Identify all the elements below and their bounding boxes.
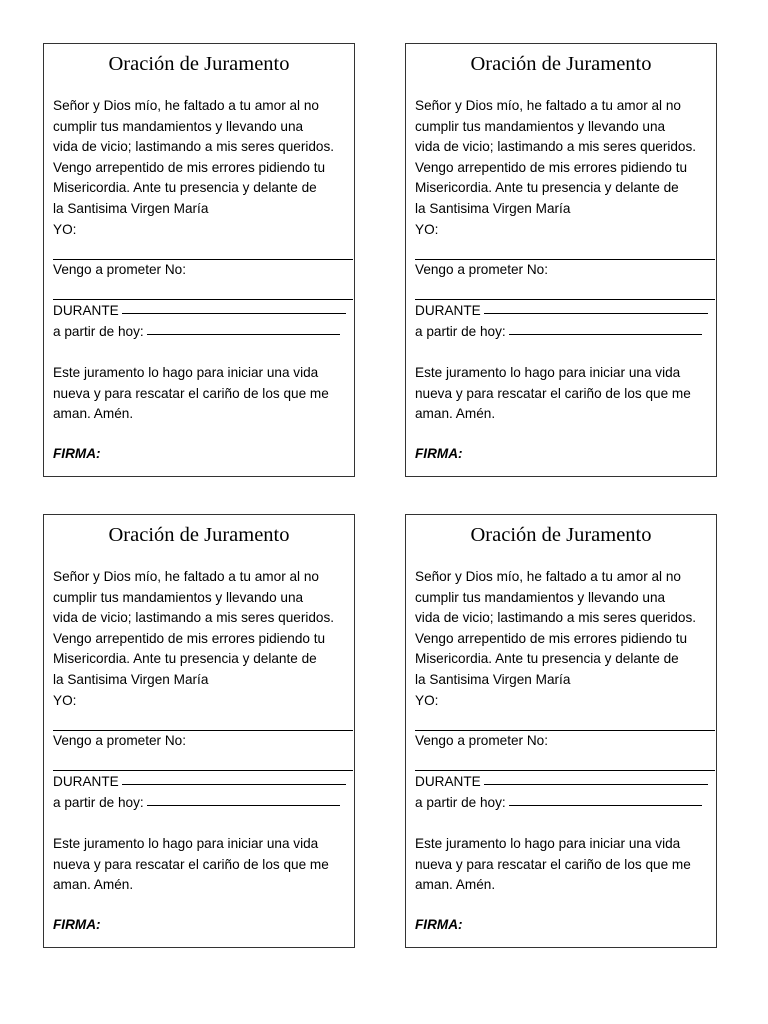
prayer-text bbox=[415, 96, 707, 219]
from-today-field bbox=[53, 793, 340, 814]
during-label: DURANTE bbox=[415, 774, 481, 789]
from-today-blank-line bbox=[147, 805, 340, 806]
promise-label: Vengo a prometer No: bbox=[415, 262, 548, 277]
from-today-blank-line bbox=[509, 334, 702, 335]
from-today-label: a partir de hoy: bbox=[415, 795, 506, 810]
during-blank-line bbox=[122, 784, 346, 785]
closing-text bbox=[53, 363, 345, 425]
oath-card-3 bbox=[43, 514, 355, 948]
prayer-line: Vengo arrepentido de mis errores pidiendo tu bbox=[415, 159, 688, 175]
during-label: DURANTE bbox=[53, 774, 119, 789]
prayer-text bbox=[53, 567, 345, 690]
closing-line: aman. Amén. bbox=[53, 406, 134, 421]
prayer-text bbox=[415, 567, 707, 690]
during-blank-line bbox=[484, 313, 708, 314]
from-today-label: a partir de hoy: bbox=[53, 795, 144, 810]
closing-line: aman. Amén. bbox=[415, 406, 496, 421]
prayer-line: Señor y Dios mío, he faltado a tu amor al no bbox=[415, 98, 681, 113]
prayer-line: cumplir tus mandamientos y llevando una bbox=[53, 118, 304, 134]
from-today-field bbox=[53, 322, 340, 343]
card-title: Oración de Juramento bbox=[108, 524, 290, 546]
prayer-line: Misericordia. Ante tu presencia y delante de bbox=[415, 651, 679, 666]
from-today-label: a partir de hoy: bbox=[53, 324, 144, 339]
during-field bbox=[415, 301, 708, 322]
prayer-text bbox=[53, 96, 345, 219]
prayer-line: la Santisima Virgen María bbox=[415, 671, 571, 687]
closing-text bbox=[415, 834, 707, 896]
signature-label: FIRMA: bbox=[53, 446, 101, 461]
prayer-line: vida de vicio; lastimando a mis seres queridos. bbox=[415, 610, 697, 625]
during-blank-line bbox=[484, 784, 708, 785]
yo-label: YO: bbox=[415, 693, 439, 708]
prayer-line: vida de vicio; lastimando a mis seres queridos. bbox=[53, 139, 335, 154]
closing-line: aman. Amén. bbox=[53, 877, 134, 892]
promise-label: Vengo a prometer No: bbox=[53, 262, 186, 277]
card-title: Oración de Juramento bbox=[108, 53, 290, 75]
closing-line: nueva y para rescatar el cariño de los que me bbox=[415, 856, 691, 872]
promise-blank-line bbox=[415, 299, 715, 300]
from-today-label: a partir de hoy: bbox=[415, 324, 506, 339]
prayer-line: Vengo arrepentido de mis errores pidiendo tu bbox=[53, 630, 326, 646]
yo-label: YO: bbox=[53, 222, 77, 237]
closing-line: aman. Amén. bbox=[415, 877, 496, 892]
during-field bbox=[53, 301, 346, 322]
during-blank-line bbox=[122, 313, 346, 314]
promise-blank-line bbox=[53, 299, 353, 300]
signature-label: FIRMA: bbox=[53, 917, 101, 932]
prayer-line: Vengo arrepentido de mis errores pidiendo tu bbox=[415, 630, 688, 646]
from-today-blank-line bbox=[509, 805, 702, 806]
prayer-line: la Santisima Virgen María bbox=[415, 200, 571, 216]
prayer-line: Señor y Dios mío, he faltado a tu amor al no bbox=[415, 569, 681, 584]
during-label: DURANTE bbox=[415, 303, 481, 318]
closing-text bbox=[415, 363, 707, 425]
during-label: DURANTE bbox=[53, 303, 119, 318]
oath-card-4 bbox=[405, 514, 717, 948]
prayer-line: vida de vicio; lastimando a mis seres queridos. bbox=[415, 139, 697, 154]
promise-blank-line bbox=[415, 770, 715, 771]
closing-line: nueva y para rescatar el cariño de los que me bbox=[415, 385, 691, 401]
prayer-line: Señor y Dios mío, he faltado a tu amor al no bbox=[53, 569, 319, 584]
prayer-line: Misericordia. Ante tu presencia y delante de bbox=[53, 651, 317, 666]
yo-label: YO: bbox=[415, 222, 439, 237]
closing-line: nueva y para rescatar el cariño de los que me bbox=[53, 385, 329, 401]
card-title: Oración de Juramento bbox=[470, 53, 652, 75]
during-field bbox=[53, 772, 346, 793]
closing-line: Este juramento lo hago para iniciar una vida bbox=[415, 365, 681, 380]
during-field bbox=[415, 772, 708, 793]
signature-label: FIRMA: bbox=[415, 917, 463, 932]
prayer-line: cumplir tus mandamientos y llevando una bbox=[53, 589, 304, 605]
prayer-line: Misericordia. Ante tu presencia y delante de bbox=[53, 180, 317, 195]
closing-line: Este juramento lo hago para iniciar una vida bbox=[53, 836, 319, 851]
prayer-line: vida de vicio; lastimando a mis seres queridos. bbox=[53, 610, 335, 625]
yo-label: YO: bbox=[53, 693, 77, 708]
prayer-line: Vengo arrepentido de mis errores pidiendo tu bbox=[53, 159, 326, 175]
signature-label: FIRMA: bbox=[415, 446, 463, 461]
closing-text bbox=[53, 834, 345, 896]
prayer-line: cumplir tus mandamientos y llevando una bbox=[415, 589, 666, 605]
from-today-blank-line bbox=[147, 334, 340, 335]
prayer-line: la Santisima Virgen María bbox=[53, 200, 209, 216]
promise-blank-line bbox=[53, 770, 353, 771]
prayer-line: cumplir tus mandamientos y llevando una bbox=[415, 118, 666, 134]
from-today-field bbox=[415, 322, 702, 343]
closing-line: Este juramento lo hago para iniciar una vida bbox=[53, 365, 319, 380]
prayer-line: Señor y Dios mío, he faltado a tu amor al no bbox=[53, 98, 319, 113]
closing-line: nueva y para rescatar el cariño de los que me bbox=[53, 856, 329, 872]
oath-card-2 bbox=[405, 43, 717, 477]
oath-card-1 bbox=[43, 43, 355, 477]
prayer-line: Misericordia. Ante tu presencia y delante de bbox=[415, 180, 679, 195]
closing-line: Este juramento lo hago para iniciar una vida bbox=[415, 836, 681, 851]
promise-label: Vengo a prometer No: bbox=[53, 733, 186, 748]
prayer-line: la Santisima Virgen María bbox=[53, 671, 209, 687]
card-title: Oración de Juramento bbox=[470, 524, 652, 546]
from-today-field bbox=[415, 793, 702, 814]
promise-label: Vengo a prometer No: bbox=[415, 733, 548, 748]
